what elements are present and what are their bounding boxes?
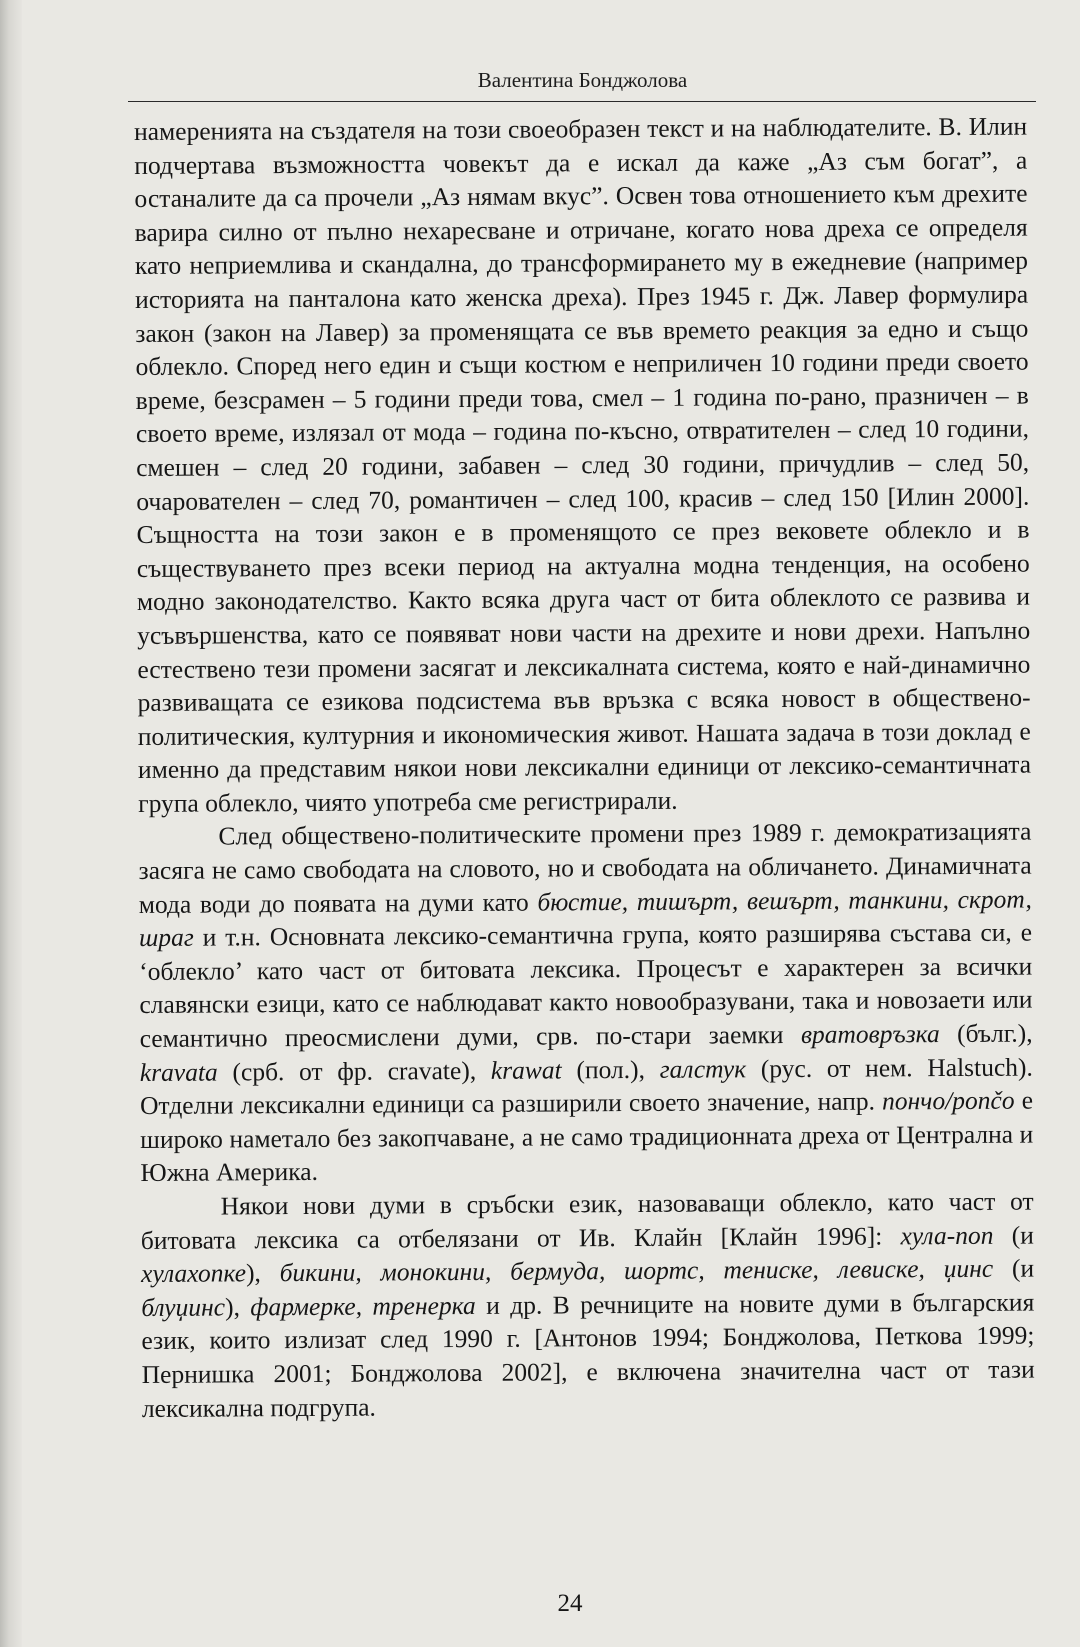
paragraph-2 [138, 815, 1033, 1190]
italic-term: пончо/pončo [881, 1085, 1015, 1116]
italic-term: вратовръзка [800, 1019, 940, 1049]
italic-term: бюстие, тишърт, вешърт, танкини, скрот, шраг [138, 884, 1032, 953]
text-run: (пол.), [561, 1054, 660, 1085]
text-run: (рус. от нем. Halstuch). Отделни лексикални единици са разширили своето значение, напр. [139, 1052, 1033, 1121]
header-rule [128, 101, 1036, 102]
running-header: Валентина Бонджолова [477, 68, 688, 92]
body-text [134, 110, 1035, 1426]
text-run: и др. В речниците на новите думи в българския език, които излизат след 1990 г. [Антонов 1994; Бонджолова, Петкова 1999; Пернишка 2001; Бонджолова 2002], е включена значителна част от тази лексикална подгрупа. [141, 1287, 1035, 1423]
italic-term: галстук [659, 1053, 747, 1084]
paragraph-3 [141, 1185, 1035, 1426]
page-number: 24 [557, 1590, 583, 1617]
text-run: намеренията на създателя на този своеобразен текст и на наблюдателите. В. Илин подчертава възможността човекът да е искал да каже „Аз съм богат”, а останалите да са прочели „Аз нямам вкус”. Освен това отношението към дрехите варира силно от пълно нехаресване и отричане, когато нова дреха се определя като неприемлива и скандална, до трансформирането му в ежедневие (например историята на панталона като женска дреха). През 1945 г. Дж. Лавер формулира закон (закон на Лавер) за променящата се във времето реакция за едно и също облекло. Според него един и същи костюм е неприличен 10 години преди своето време, безсрамен – 5 години преди това, смел – 1 година по-рано, празничен – в своето време, излязал от мода – година по-късно, отвратителен – след 10 години, смешен – след 20 години, забавен – след 30 години, причудлив – след 50, очарователен – след 70, романтичен – след 100, красив – след 150 [Илин 2000]. Същността на този закон е в променящото се през вековете облекло и в съществуването през всеки период на актуална модна тенденция, на особено модно законодателство. Както всяка друга част от бита облеклото се развива и усъвършенства, като се появяват нови части на дрехите и нови дрехи. Напълно естествено тези промени засягат и лексикалната система, която е най-динамично развиващата се езикова подсистема във връзка с всяка новост в обществено-политическия, културния и икономическия живот. Нашата задача в този доклад е именно да представим някои нови лексикални единици от лексико-семантичната група облекло, чиято употреба сме регистрирали. [134, 111, 1032, 818]
italic-term: krawat [490, 1055, 562, 1085]
italic-term: хула-поп [900, 1220, 994, 1250]
text-run: ), [245, 1258, 280, 1288]
text-run: (и [993, 1253, 1035, 1283]
text-run: След обществено-политическите промени през 1989 г. демократизацията засяга не само свободата на словото, но и свободата на обличането. Динамичната мода води до появата на думи като [138, 817, 1032, 919]
text-run: е широко наметало без закопчаване, а не само традиционната дреха от Централна и Южна Америка. [140, 1085, 1034, 1188]
italic-term: фармерке, тренерка [250, 1290, 476, 1322]
italic-term: kravata [139, 1057, 218, 1087]
italic-term: хулахопке [140, 1258, 247, 1289]
text-run: (и [993, 1220, 1034, 1250]
text-run: (бълг.), [939, 1018, 1033, 1049]
italic-term: бикини, монокини, бермуда, шортс, тениске, левиске, џинс [279, 1253, 994, 1288]
text-run: Някои нови думи в сръбски език, назоваващи облекло, като част от битовата лексика са отбелязани от Ив. Клайн [Клайн 1996]: [140, 1186, 1034, 1255]
text-run: (срб. от фр. cravate), [217, 1055, 491, 1087]
italic-term: блуџинс [141, 1292, 226, 1322]
text-run: и т.н. Основната лексико-семантична група, която разширява състава си, е ‘облекло’ като част от битовата лексика. Процесът е характерен за всички славянски езици, като се наблюдават както новообразувани, така и новозаети или семантично преосмислени думи, срв. по-стари заемки [139, 917, 1033, 1054]
text-run: ), [224, 1292, 251, 1322]
book-binding-edge [0, 0, 22, 1647]
paragraph-1 [134, 110, 1031, 821]
